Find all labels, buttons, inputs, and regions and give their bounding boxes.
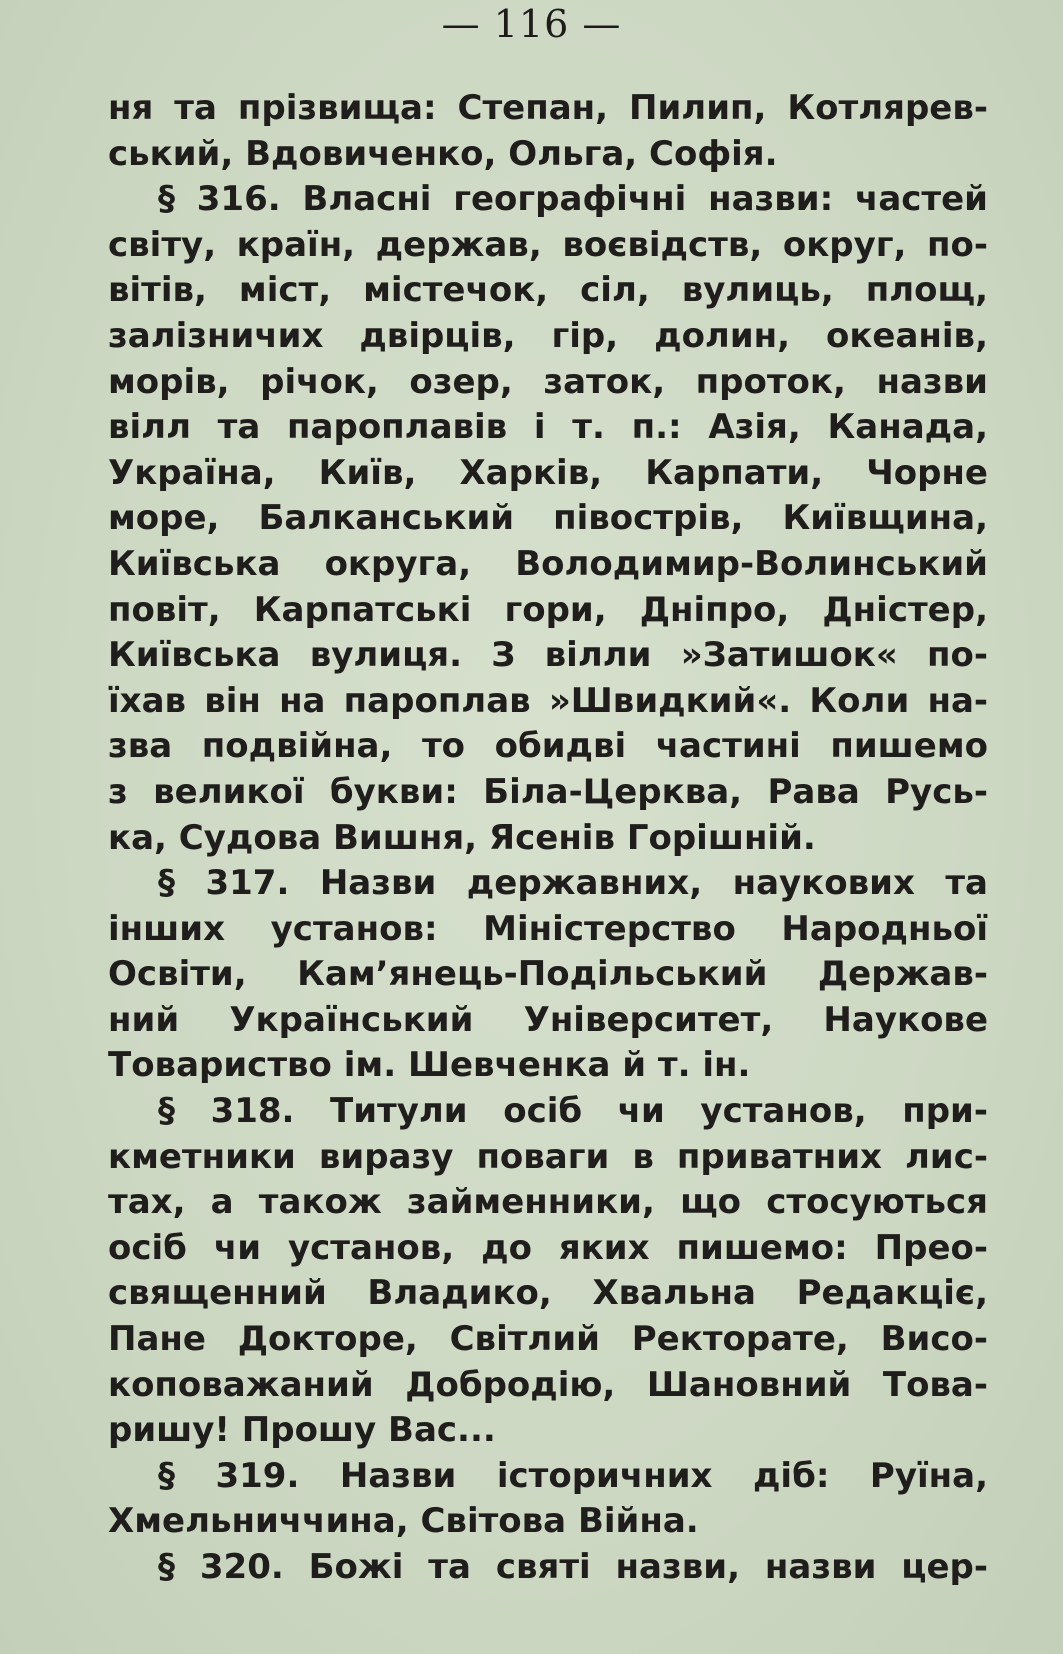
paragraph-317-start: § 317. Назви державних, наукових та: [158, 863, 988, 904]
text-line: Товариство ім. Шевченка й т. ін.: [108, 1045, 751, 1086]
text-line: повіт, Карпатські гори, Дніпро, Дністер,: [108, 589, 988, 630]
text-line: ський, Вдовиченко, Ольга, Софія.: [108, 133, 778, 174]
text-line: інших установ: Міністерство Народньої: [108, 908, 988, 949]
text-line: коповажаний Добродію, Шановний Това-: [108, 1364, 988, 1405]
text-line: з великої букви: Біла-Церква, Рава Русь-: [108, 771, 988, 812]
paragraph-316-start: § 316. Власні географічні назви: частей: [158, 179, 988, 220]
page-body: [108, 86, 988, 1591]
text-line: тах, а також займенники, що стосуються: [108, 1182, 988, 1223]
text-line: вітів, міст, містечок, сіл, вулиць, площ,: [108, 270, 988, 311]
text-line: осіб чи установ, до яких пишемо: Прео-: [108, 1227, 988, 1268]
text-line: ришу! Прошу Вас...: [108, 1410, 496, 1451]
text-line: Київська округа, Володимир-Волинський: [108, 543, 988, 584]
text-line: Хмельниччина, Світова Війна.: [108, 1501, 699, 1542]
paragraph-319-start: § 319. Назви історичних діб: Руїна,: [158, 1455, 988, 1496]
text-line: залізничих двірців, гір, долин, океанів,: [108, 315, 988, 356]
paragraph-320-start: § 320. Божі та святі назви, назви цер-: [158, 1547, 988, 1587]
text-line: ка, Судова Вишня, Ясенів Горішній.: [108, 817, 816, 858]
text-line: вілл та пароплавів і т. п.: Азія, Канада,: [108, 407, 988, 448]
text-line: світу, країн, держав, воєвідств, округ, по-: [108, 224, 988, 265]
text-line: море, Балканський півострів, Київщина,: [108, 498, 988, 539]
text-line: священний Владико, Хвальна Редакціє,: [108, 1273, 988, 1314]
text-line: ня та прізвища: Степан, Пилип, Котлярев-: [108, 88, 988, 128]
text-line: зва подвійна, то обидві частині пишемо: [108, 726, 988, 767]
text-line: Пане Докторе, Світлий Ректорате, Висо-: [108, 1319, 988, 1360]
text-line: Освіти, Кам’янець-Подільський Держав-: [108, 954, 988, 995]
text-line: Київська вулиця. З вілли »Затишок« по-: [108, 635, 988, 676]
text-line: ний Український Університет, Наукове: [108, 999, 988, 1040]
text-line: Україна, Київ, Харків, Карпати, Чорне: [108, 452, 988, 493]
paragraph-318-start: § 318. Титули осіб чи установ, при-: [158, 1091, 988, 1132]
text-line: кметники виразу поваги в приватних лис-: [108, 1136, 988, 1177]
text-line: морів, річок, озер, заток, проток, назви: [108, 361, 988, 402]
page-number: — 116 —: [441, 2, 622, 46]
text-line: їхав він на пароплав »Швидкий«. Коли на-: [108, 680, 988, 721]
